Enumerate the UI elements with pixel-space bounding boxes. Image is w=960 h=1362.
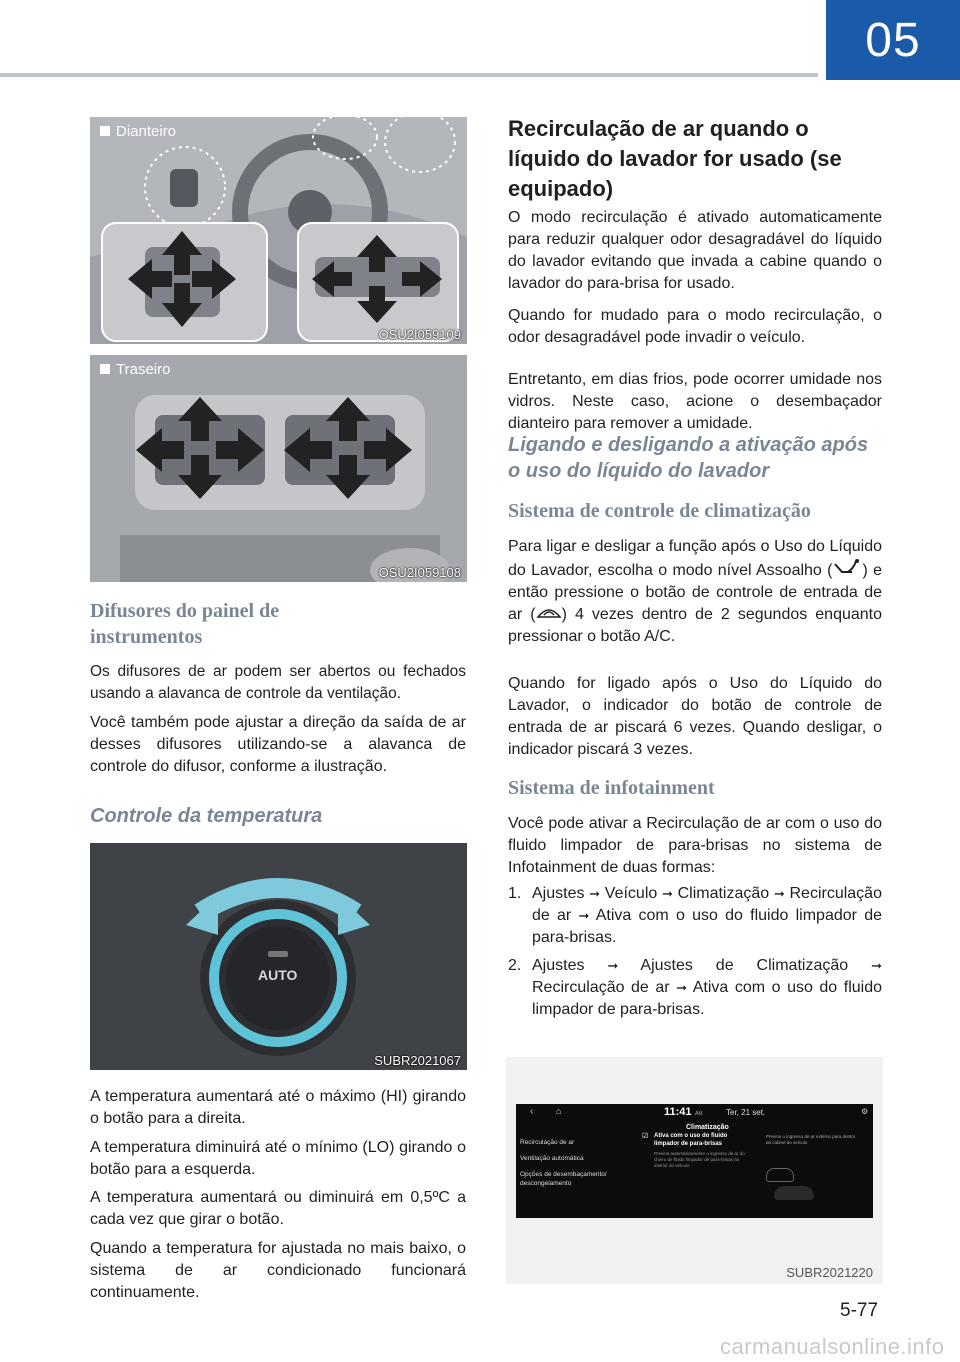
- step-1-c: Climatização: [677, 885, 770, 902]
- page-number: 5-77: [840, 1300, 879, 1321]
- step-2: [508, 955, 882, 1021]
- section-title-temperature: Controle da temperatura: [90, 805, 323, 827]
- knob-figure-code: SUBR2021067: [374, 1053, 461, 1068]
- arrow-right-icon: ➞: [661, 886, 673, 901]
- bullet-square-icon: [100, 126, 110, 136]
- screen-option-title: Ativa com o uso do fluido limpador de para-brisas: [654, 1133, 728, 1147]
- climate-paragraph-2: Quando for ligado após o Uso do Líquido do Lavador, o indicador do botão de controle de entrada de ar piscará 6 vezes. Quando desligar, o indicador piscará 3 vezes.: [508, 675, 882, 758]
- step-2-c: Recirculação de ar: [532, 979, 670, 996]
- climate-p1-part-b: ) e então pressione o botão de controle de entrada de ar (: [508, 562, 883, 623]
- arrow-right-icon: ➞: [676, 980, 688, 995]
- step-2-b: Ajustes de Climatização: [640, 957, 849, 974]
- recirculation-title: Recirculação de ar quando o líquido do lavador for usado (se equipado): [508, 116, 842, 201]
- figure-infotainment-screen: [506, 1057, 883, 1284]
- header-rule: [0, 73, 818, 77]
- screen-header: Climatização: [686, 1124, 729, 1131]
- settings-icon: ⚙: [861, 1107, 869, 1116]
- front-label: [100, 123, 176, 140]
- activation-subtitle: Ligando e desligando a ativação após o uso do líquido do lavador: [508, 434, 869, 482]
- floor-mode-icon: [832, 558, 862, 578]
- figure-temperature-knob: [90, 843, 467, 1070]
- screen-menu: [520, 1138, 628, 1188]
- back-icon: ‹: [530, 1106, 534, 1117]
- climate-p1-part-a: Para ligar e desligar a função após o Uso do Líquido do Lavador, escolha o modo nível Assoalho (: [508, 538, 882, 579]
- screen-display: [516, 1104, 873, 1218]
- checkbox-checked-icon[interactable]: ☑: [642, 1133, 649, 1140]
- step-2-d: Ativa com o uso do fluido limpador de para-brisas.: [532, 979, 883, 1018]
- car-icon: [766, 1168, 794, 1182]
- step-2-a: Ajustes: [532, 957, 585, 974]
- arrow-right-icon: ➞: [773, 886, 785, 901]
- screen-figure-code: SUBR2021220: [786, 1265, 873, 1280]
- step-1-d: Recirculação de ar: [532, 885, 882, 924]
- bullet-square-icon: [100, 364, 110, 374]
- infotainment-steps: [508, 883, 882, 1027]
- climate-p1-part-c: ) 4 vezes dentro de 2 segundos enquanto pressionar o botão A/C.: [508, 606, 883, 645]
- front-vents-illustration: [90, 117, 467, 344]
- temp-paragraph-3: A temperatura aumentará ou diminuirá em 0,5ºC a cada vez que girar o botão.: [90, 1189, 466, 1228]
- front-label-text: Dianteiro: [116, 123, 177, 140]
- climate-system-title: Sistema de controle de climatização: [508, 500, 811, 522]
- knob-illustration: [90, 843, 467, 1070]
- chapter-number: 05: [826, 0, 960, 80]
- arrow-right-icon: ➞: [589, 886, 601, 901]
- step-1-number: 1.: [508, 885, 522, 902]
- rear-figure-code: OSU2I059108: [378, 565, 461, 580]
- step-1: [508, 883, 882, 949]
- rear-vents-illustration: [90, 355, 467, 582]
- rear-label-text: Traseiro: [116, 361, 171, 378]
- recirc-paragraph-3: Entretanto, em dias frios, pode ocorrer umidade nos vidros. Neste caso, acione o desembaçador dianteiro para remover a umidade.: [508, 371, 882, 432]
- screen-menu-item[interactable]: Recirculação de ar: [520, 1139, 575, 1146]
- home-icon: ⌂: [556, 1106, 562, 1116]
- recirc-paragraph-1: O modo recirculação é ativado automaticamente para reduzir qualquer odor desagradável do líquido do lavador evitando que invada a cabine quando o lavador do para-brisa for usado.: [508, 209, 882, 292]
- screen-option[interactable]: [642, 1132, 752, 1169]
- knob-auto-label: AUTO: [258, 967, 298, 983]
- screen-ampm: AM: [695, 1111, 703, 1117]
- temp-paragraph-1: A temperatura aumentará até o máximo (HI) girando o botão para a direita.: [90, 1088, 466, 1127]
- vents-paragraph-1: Os difusores de ar podem ser abertos ou fechados usando a alavanca de controle da ventilação.: [90, 663, 466, 702]
- air-intake-icon: [536, 604, 562, 622]
- screen-topbar: [516, 1104, 873, 1122]
- screen-time: 11:41: [664, 1106, 692, 1118]
- recirc-paragraph-2: Quando for mudado para o modo recirculação, o odor desagradável pode invadir o veículo.: [508, 307, 882, 346]
- temp-paragraph-4: Quando a temperatura for ajustada no mais baixo, o sistema de ar condicionado funcionará continuamente.: [90, 1240, 466, 1301]
- infotainment-title: Sistema de infotainment: [508, 777, 715, 799]
- temp-paragraph-2: A temperatura diminuirá até o mínimo (LO) girando o botão para a esquerda.: [90, 1139, 466, 1178]
- arrow-right-icon: ➞: [607, 958, 619, 973]
- vents-paragraph-2: Você também pode ajustar a direção da saída de ar desses difusores utilizando-se a alavanca de controle do difusor, conforme a ilustração.: [90, 714, 466, 775]
- screen-date: Ter, 21 set.: [726, 1108, 766, 1117]
- screen-option-right: Previne o ingresso de ar externo para dentro da cabine do veículo: [766, 1134, 856, 1145]
- car-silhouette-icon: [774, 1186, 814, 1200]
- watermark: carmanualsonline.info: [720, 1334, 945, 1359]
- infotainment-paragraph-1: Você pode ativar a Recirculação de ar com o uso do fluido limpador de para-brisas no sistema de Infotainment de duas formas:: [508, 815, 882, 876]
- screen-option-desc: Previne automaticamente o ingresso de ar do cheiro de fluido limpador de para-brisas ao interior do veículo: [654, 1151, 745, 1168]
- section-title-vents: Difusores do painel de instrumentos: [90, 600, 280, 648]
- step-2-number: 2.: [508, 957, 522, 974]
- climate-paragraph-1: [508, 536, 882, 648]
- arrow-right-icon: ➞: [578, 908, 590, 923]
- figure-rear-vents: [90, 355, 467, 582]
- step-1-b: Veículo: [604, 885, 658, 902]
- front-figure-code: OSU2I059109: [378, 327, 461, 342]
- step-1-e: Ativa com o uso do fluido limpador de para-brisas.: [532, 907, 883, 946]
- rear-label: [100, 361, 170, 378]
- arrow-right-icon: ➞: [871, 958, 882, 973]
- step-1-a: Ajustes: [532, 885, 585, 902]
- screen-menu-item[interactable]: Opções de desembaçamento/ descongelamento: [520, 1171, 607, 1187]
- figure-front-vents: [90, 117, 467, 344]
- screen-menu-item[interactable]: Ventilação automática: [520, 1155, 584, 1162]
